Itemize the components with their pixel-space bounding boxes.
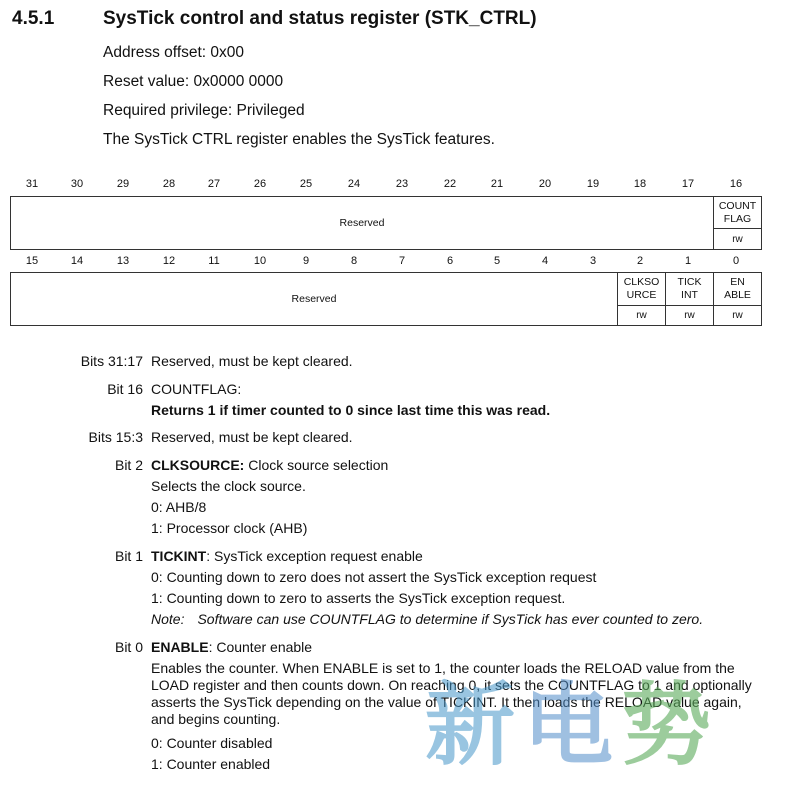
bit-number: 11 — [208, 255, 220, 267]
enable-access: rw — [714, 306, 762, 326]
bit-number: 10 — [253, 255, 267, 267]
watermark-char-3: 势 — [621, 673, 719, 778]
bit-number: 5 — [493, 255, 501, 267]
bit-16-label: Bit 16 — [107, 381, 143, 397]
bit-number: 12 — [162, 255, 176, 267]
address-offset: Address offset: 0x00 — [103, 44, 245, 61]
bit-number: 4 — [541, 255, 549, 267]
reserved-field-lower: Reserved — [11, 273, 618, 326]
reserved-field-upper: Reserved — [11, 197, 714, 250]
clksource-heading — [151, 457, 388, 473]
enable-label-1: EN — [730, 276, 745, 288]
bit-number: 2 — [636, 255, 644, 267]
bit-number: 9 — [302, 255, 310, 267]
bit-number: 1 — [684, 255, 692, 267]
countflag-name: COUNTFLAG: — [151, 381, 242, 397]
section-title: SysTick control and status register (STK_CTRL) — [103, 8, 537, 29]
tickint-label-2: INT — [681, 289, 698, 301]
watermark-char-2: 电 — [523, 673, 621, 778]
note-label: Note: — [151, 611, 185, 627]
bit-number: 6 — [446, 255, 454, 267]
bits-31-17-label: Bits 31:17 — [80, 353, 143, 369]
tickint-access: rw — [666, 306, 714, 326]
bit-1-label: Bit 1 — [114, 548, 143, 564]
bits-15-3-label: Bits 15:3 — [88, 429, 143, 445]
enable-paragraph: Enables the counter. When ENABLE is set to 1, the counter loads the RELOAD value from the LOAD register and then counts down. On reaching 0, it sets the COUNTFLAG to 1 and optionally asserts the SysTick depending on the value of TICKINT. It then loads the RELOAD value again, and begins counting. — [151, 660, 752, 727]
bit-number: 8 — [350, 255, 358, 267]
bit-number: 28 — [162, 178, 176, 190]
note-text: Software can use COUNTFLAG to determine if SysTick has ever counted to zero. — [197, 611, 704, 627]
bit-number: 16 — [729, 178, 743, 190]
enable-label-2: ABLE — [724, 289, 751, 301]
clksource-label-2: URCE — [626, 289, 657, 301]
clksource-field — [618, 273, 666, 306]
bit-number: 20 — [538, 178, 552, 190]
bits-15-3-text: Reserved, must be kept cleared. — [151, 429, 353, 445]
tickint-label-1: TICK — [677, 276, 702, 288]
register-upper-table — [10, 196, 762, 250]
intro-text: The SysTick CTRL register enables the SysTick features. — [103, 131, 495, 148]
bit-number: 21 — [490, 178, 504, 190]
enable-line-1: 0: Counter disabled — [151, 735, 273, 751]
bit-number: 23 — [395, 178, 409, 190]
bit-number: 25 — [299, 178, 313, 190]
bits-31-17-text: Reserved, must be kept cleared. — [151, 353, 353, 369]
required-privilege: Required privilege: Privileged — [103, 102, 305, 119]
bit-number: 30 — [70, 178, 84, 190]
bit-number: 13 — [116, 255, 130, 267]
bit-number: 14 — [70, 255, 84, 267]
bit-number: 27 — [207, 178, 221, 190]
bit-number: 17 — [681, 178, 695, 190]
tickint-line-2: 1: Counting down to zero to asserts the SysTick exception request. — [151, 590, 566, 606]
bit-number: 3 — [589, 255, 597, 267]
bit-number: 31 — [25, 178, 39, 190]
bit-2-label: Bit 2 — [114, 457, 143, 473]
clksource-line-2: 0: AHB/8 — [151, 499, 207, 515]
bit-0-label: Bit 0 — [114, 639, 143, 655]
clksource-access: rw — [618, 306, 666, 326]
countflag-access: rw — [714, 229, 762, 250]
enable-heading — [151, 639, 312, 655]
tickint-name: TICKINT — [151, 548, 207, 564]
enable-title: : Counter enable — [208, 639, 313, 655]
tickint-field — [666, 273, 714, 306]
enable-field — [714, 273, 762, 306]
tickint-title: : SysTick exception request enable — [206, 548, 423, 564]
register-lower-table — [10, 272, 762, 326]
clksource-line-1: Selects the clock source. — [151, 478, 306, 494]
watermark-char-1: 新 — [425, 673, 523, 778]
enable-line-2: 1: Counter enabled — [151, 756, 271, 772]
section-number: 4.5.1 — [12, 8, 55, 29]
bit-number: 15 — [25, 255, 39, 267]
tickint-line-1: 0: Counting down to zero does not assert the SysTick exception request — [151, 569, 597, 585]
clksource-name: CLKSOURCE: — [151, 457, 245, 473]
reset-value: Reset value: 0x0000 0000 — [103, 73, 284, 90]
watermark — [425, 652, 719, 782]
bit-number: 7 — [398, 255, 406, 267]
bit-number: 18 — [633, 178, 647, 190]
countflag-label-2: FLAG — [723, 212, 752, 225]
bit-number: 26 — [253, 178, 267, 190]
countflag-label-1: COUNT — [718, 199, 757, 212]
bit-number: 22 — [443, 178, 457, 190]
tickint-note — [151, 611, 703, 627]
bit-number: 19 — [586, 178, 600, 190]
bit-number: 24 — [347, 178, 361, 190]
clksource-line-3: 1: Processor clock (AHB) — [151, 520, 308, 536]
tickint-heading — [151, 548, 423, 564]
clksource-title: Clock source selection — [244, 457, 389, 473]
enable-name: ENABLE — [151, 639, 209, 655]
countflag-desc: Returns 1 if timer counted to 0 since last time this was read. — [151, 402, 551, 418]
countflag-field — [714, 197, 762, 229]
bit-number: 29 — [116, 178, 130, 190]
bit-number: 0 — [732, 255, 740, 267]
clksource-label-1: CLKSO — [623, 276, 660, 288]
